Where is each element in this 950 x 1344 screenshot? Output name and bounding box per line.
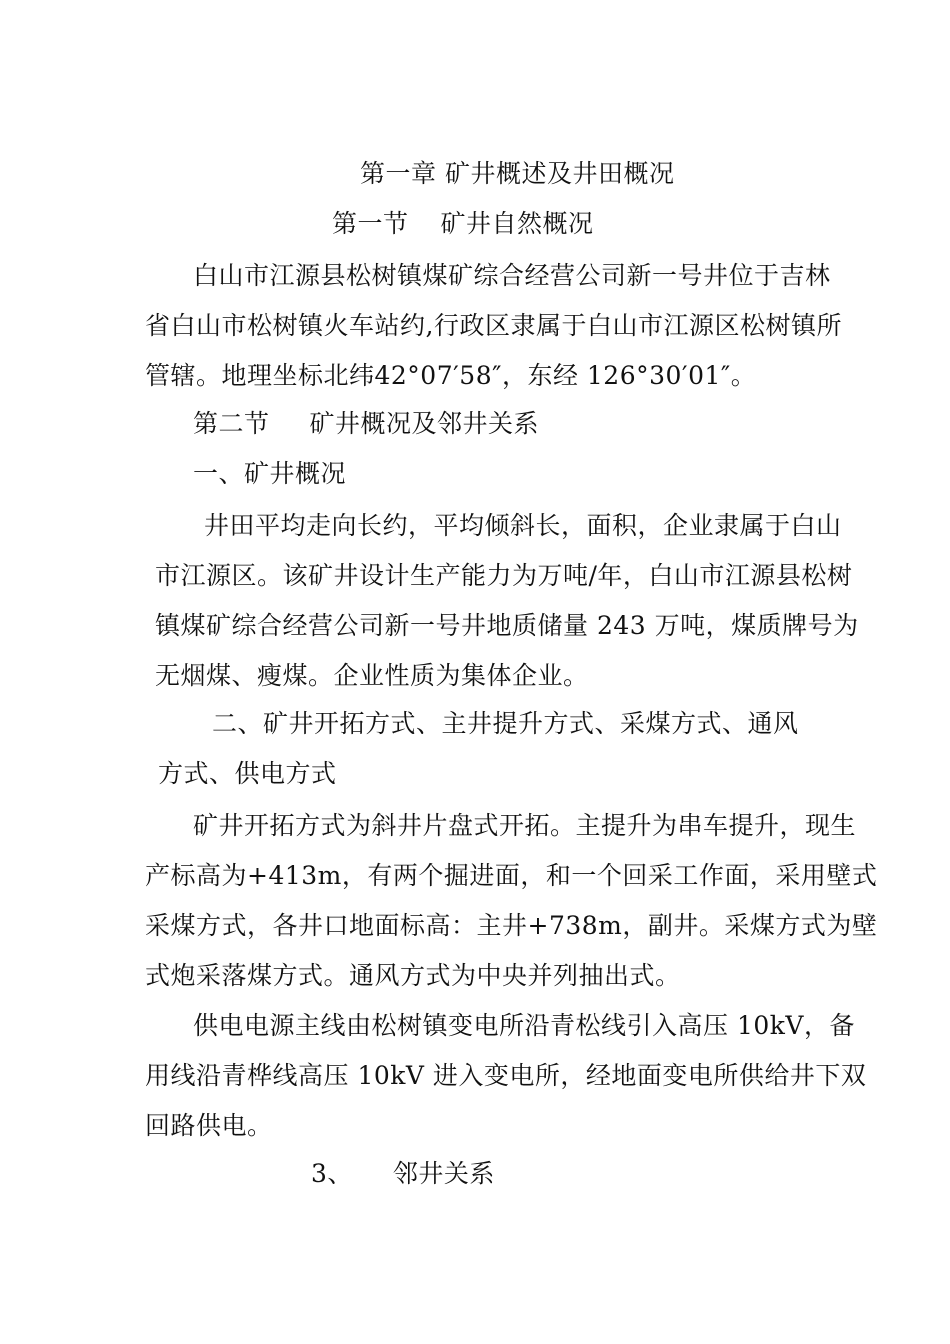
section1-paragraph-line: 白山市江源县松树镇煤矿综合经营公司新一号井位于吉林 (193, 261, 831, 290)
subsection3-number: 3、 (311, 1159, 353, 1188)
subsection2-title-line: 二、矿井开拓方式、主井提升方式、采煤方式、通风 (212, 709, 799, 738)
section1-title: 矿井自然概况 (440, 209, 594, 238)
section2-number: 第二节 (193, 409, 270, 438)
subsection2-paragraph-line: 式炮采落煤方式。通风方式为中央并列抽出式。 (145, 961, 681, 990)
section2-heading (193, 407, 539, 441)
subsection3-title: 邻井关系 (392, 1159, 495, 1188)
subsection1-paragraph-line: 无烟煤、瘦煤。企业性质为集体企业。 (155, 661, 589, 690)
section1-number: 第一节 (332, 209, 409, 238)
power-supply-paragraph-line: 用线沿青桦线高压 10kV 进入变电所，经地面变电所供给井下双 (145, 1061, 867, 1090)
subsection1-paragraph-line: 井田平均走向长约，平均倾斜长，面积，企业隶属于白山 (204, 511, 842, 540)
subsection2-title-line: 方式、供电方式 (158, 759, 337, 788)
subsection1-paragraph-line: 镇煤矿综合经营公司新一号井地质储量 243 万吨，煤质牌号为 (155, 611, 859, 640)
subsection1-title: 一、矿井概况 (193, 459, 347, 488)
section1-heading (332, 207, 594, 241)
subsection2-paragraph-line: 产标高为+413m，有两个掘进面，和一个回采工作面，采用壁式 (145, 861, 878, 890)
section1-paragraph-line: 管辖。地理坐标北纬42°07′58″，东经 126°30′01″。 (145, 361, 757, 390)
subsection3-heading (311, 1157, 495, 1191)
section2-title: 矿井概况及邻井关系 (309, 409, 540, 438)
section1-paragraph-line: 省白山市松树镇火车站约,行政区隶属于白山市江源区松树镇所 (145, 311, 842, 340)
power-supply-paragraph-line: 供电电源主线由松树镇变电所沿青松线引入高压 10kV，备 (193, 1011, 855, 1040)
subsection2-paragraph-line: 采煤方式，各井口地面标高：主井+738m，副井。采煤方式为壁 (145, 911, 878, 940)
subsection2-paragraph-line: 矿井开拓方式为斜井片盘式开拓。主提升为串车提升，现生 (193, 811, 857, 840)
power-supply-paragraph-line: 回路供电。 (145, 1111, 273, 1140)
subsection1-paragraph-line: 市江源区。该矿井设计生产能力为万吨/年，白山市江源县松树 (155, 561, 853, 590)
chapter-title: 第一章 矿井概述及井田概况 (360, 159, 675, 188)
